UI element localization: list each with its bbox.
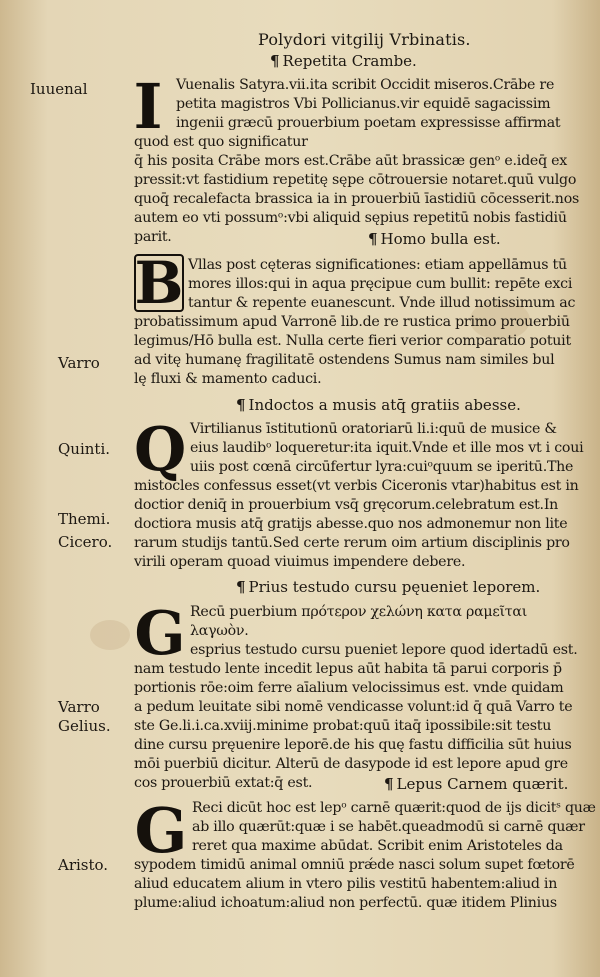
text-line: Virtilianus īstitutionū oratoriarū li.i:quū de musice & [190, 421, 557, 437]
margin-note-cicero: Cicero. [58, 533, 113, 551]
paragraph-mark-icon: ¶ [368, 230, 378, 248]
text-line: mōi puerbiū dicitur. Alterū de dasypode id est lepore apud gre [134, 756, 568, 772]
text-line: lę fluxi & mamento caduci. [134, 371, 322, 387]
text-line: petita magistros Vbi Pollicianus.vir equidē sagacissim [176, 96, 551, 112]
text-line: reret qua maxime abūdat. Scribit enim Aristoteles da [192, 838, 563, 854]
section-title-text: Homo bulla est. [380, 230, 501, 248]
paragraph-mark-icon: ¶ [384, 775, 394, 793]
text-line: mistocles confessus esset(vt verbis Ciceronis vtar)habitus est in [134, 478, 579, 494]
text-line: Vuenalis Satyra.vii.ita scribit Occidit miseros.Crābe re [176, 77, 555, 93]
paragraph-mark-icon: ¶ [236, 396, 246, 414]
margin-note-varro: Varro [58, 354, 100, 372]
text-line: quoq̄ recalefacta brassica ia in prouerbiū īastidiū cōcesserit.nos [134, 191, 580, 207]
text-line: mores illos:qui in aqua pręcipue cum bullit: repēte exci [188, 276, 573, 292]
text-line: plume:aliud ichoatum:aliud non perfectū. quæ itidem Plinius [134, 895, 557, 911]
paper-stain [90, 620, 130, 650]
text-line: ab illo quærūt:quæ i se habēt.queadmodū si carnē quær [192, 819, 585, 835]
section-title-text: Repetita Crambe. [282, 52, 417, 70]
section-title [368, 230, 501, 248]
text-line: ste Ge.li.i.ca.xviij.minime probat:quū itaq̄ ipossibile:sit testu [134, 718, 552, 734]
text-line: uiis post cœnā circūfertur lyra:cuiᵒquum se iperitū.The [190, 459, 574, 475]
text-line: quod est quo significatur [134, 134, 308, 150]
decorated-initial: Q [134, 415, 187, 485]
text-line: nam testudo lente incedit lepus aūt habita tā parui corporis p̄ [134, 661, 562, 677]
text-line: portionis rōe:oim ferre aīalium velocissimus est. vnde quidam [134, 680, 564, 696]
section-title-text: Prius testudo cursu pęueniet leporem. [248, 578, 541, 596]
margin-note-aristo: Aristo. [58, 856, 109, 874]
decorated-initial: G [134, 599, 186, 669]
text-line: ad vitę humanę fragilitatē ostendens Sumus nam similes bul [134, 352, 555, 368]
decorated-initial [134, 249, 184, 317]
section-title [236, 578, 540, 596]
section-title-text: Lepus Carnem quærit. [396, 775, 569, 793]
margin-note-varro-2: Varro [58, 698, 100, 716]
running-head: Polydori vitgilij Vrbinatis. [258, 30, 471, 49]
initial-letter: B [134, 249, 184, 317]
section-title [384, 775, 568, 793]
text-line: virili operam quoad viuimus impendere debere. [134, 554, 466, 570]
text-line: esprius testudo cursu pueniet lepore quod idertadū est. [190, 642, 578, 658]
text-line: tantur & repente euanescunt. Vnde illud notissimum ac [188, 295, 576, 311]
margin-note-iuuenal: Iuuenal [30, 80, 88, 98]
text-line: Reci dicūt hoc est lepᵒ carnē quærit:quod de ijs dicitˢ quæ [192, 800, 596, 816]
text-line: a pedum leuitate sibi nomē vendicasse voluntːid q̄ quā Varro te [134, 699, 573, 715]
text-line: legimus/Hō bulla est. Nulla certe fieri verior comparatio potuit [134, 333, 571, 349]
section-title [270, 52, 417, 70]
text-line: ingenii græcū prouerbium poetam expressisse affirmat [176, 115, 561, 131]
decorated-initial: G [134, 794, 188, 867]
text-line: Vllas post cęteras significationes: etiam appellāmus tū [188, 257, 567, 273]
initial-frame [134, 254, 184, 312]
text-line: q̄ his posita Crābe mors est.Crābe aūt brassicæ genᵒ e.ideq̄ ex [134, 153, 568, 169]
text-line: pressit:vt fastidium repetitę sępe cōtrouersie notaret.quū vulgo [134, 172, 577, 188]
text-line: rarum studijs tantū.Sed certe rerum oim artium disciplinis pro [134, 535, 570, 551]
text-line: doctior deniq̄ in prouerbium vsq̄ gręcorum.celebratum est.In [134, 497, 559, 513]
text-line: dine cursu pręuenire leporē.de his quę fastu difficilia sūt huius [134, 737, 572, 753]
section-title-text: Indoctos a musis atq̄ gratiis abesse. [248, 396, 521, 414]
paragraph-mark-icon: ¶ [270, 52, 280, 70]
text-line: cos prouerbiū extat:q̄ est. [134, 775, 313, 791]
text-line: Recū puerbium πρότερον χελώνη κατα ραμεῖται [190, 604, 528, 620]
decorated-initial: I [133, 70, 163, 143]
text-line: probatissimum apud Varronē lib.de re rustica primo prouerbiū [134, 314, 570, 330]
text-line: doctiora musis atq̄ gratijs abesse.quo nos admonemur non lite [134, 516, 568, 532]
paragraph-mark-icon: ¶ [236, 578, 246, 596]
text-line: eius laudibᵒ loqueretur:ita iquit.Vnde et ille mos vt i coui [190, 440, 584, 456]
section-title [236, 396, 521, 414]
text-line: aliud educatem alium in vtero pilis vestitū habentem:aliud in [134, 876, 558, 892]
text-line: parit. [134, 229, 172, 245]
margin-note-themi: Themi. [58, 510, 111, 528]
margin-note-quinti: Quinti. [58, 440, 111, 458]
text-line: sypodem timidū animal omniū prǽde nasci solum supet fœtorē [134, 857, 575, 873]
text-line: autem eo vti possumᵒ:vbi aliquid sępius repetitū nobis fastidiū [134, 210, 567, 226]
text-line: λαγωὸν. [190, 623, 249, 639]
margin-note-gelius: Gelius. [58, 717, 111, 735]
